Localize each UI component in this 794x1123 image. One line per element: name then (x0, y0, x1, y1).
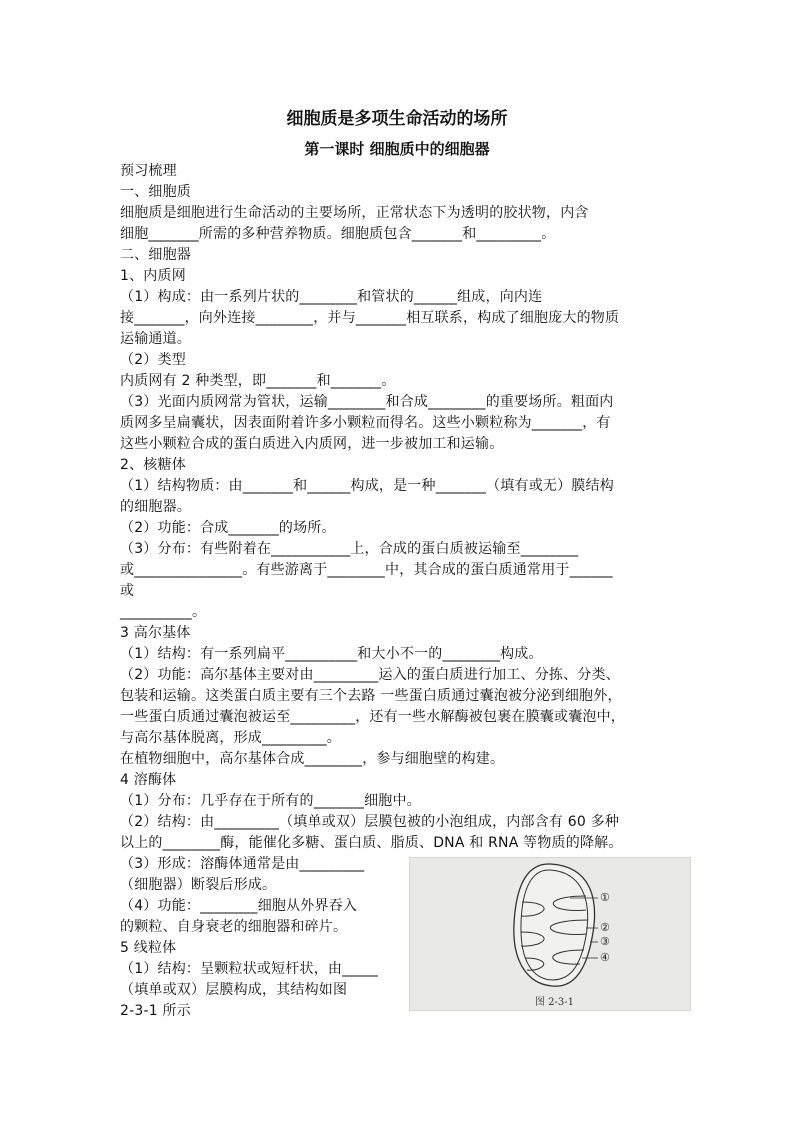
text-line: 接_______，向外连接________，并与_______相互联系，构成了细胞庞大的物质 (120, 310, 620, 326)
text-line: （3）分布：有些附着在___________上，合成的蛋白质被运输至________ (120, 541, 579, 557)
text-line: （1）结构：呈颗粒状或短杆状，由_____ (120, 961, 379, 977)
text-line: 以上的________酶，能催化多糖、蛋白质、脂质、DNA 和 RNA 等物质的降解。 (120, 835, 623, 851)
text-line: 1、内质网 (120, 268, 186, 284)
text-line: 运输通道。 (120, 331, 191, 347)
text-line: 或 (120, 583, 135, 599)
text-line: 一、细胞质 (120, 184, 191, 200)
text-line: 2-3-1 所示 (120, 1003, 191, 1019)
text-line: 5 线粒体 (120, 940, 177, 956)
outer-membrane (514, 864, 595, 986)
mitochondrion-diagram (410, 858, 690, 1010)
page-title: 细胞质是多项生命活动的场所 (286, 109, 508, 129)
text-line: （1）构成：由一系列片状的________和管状的______组成，向内连 (120, 289, 543, 305)
text-line: 在植物细胞中，高尔基体合成________，参与细胞壁的构建。 (120, 751, 505, 767)
text-line: 质网多呈扁囊状，因表面附着许多小颗粒而得名。这些小颗粒称为_______，有 (120, 415, 611, 431)
text-line: __________。 (120, 604, 207, 620)
text-line: 的细胞器。 (120, 499, 191, 515)
figure-label-3: ③ (600, 935, 610, 948)
text-line: 与高尔基体脱离，形成_________。 (120, 730, 341, 746)
figure-label-1: ① (600, 891, 610, 904)
figure-label-4: ④ (600, 951, 610, 964)
text-line: 内质网有 2 种类型，即_______和_______。 (120, 373, 396, 389)
text-line: 这些小颗粒合成的蛋白质进入内质网，进一步被加工和运输。 (120, 436, 504, 452)
text-line: （2）类型 (120, 352, 186, 368)
text-line: 一些蛋白质通过囊泡被运至_________，还有一些水解酶被包裹在膜囊或囊泡中， (120, 709, 625, 725)
text-line: 或_______________。有些游离于________中，其合成的蛋白质通常用于______ (120, 562, 613, 578)
text-line: （4）功能：________细胞从外界吞入 (120, 898, 358, 914)
mitochondrion-figure (409, 857, 691, 1011)
text-line: 预习梳理 (120, 163, 177, 179)
text-line: （2）结构：由_________（填单或双）层膜包被的小泡组成，内部含有 60 多种 (120, 814, 620, 830)
page-subtitle: 第一课时 细胞质中的细胞器 (304, 140, 490, 158)
text-line: （3）形成：溶酶体通常是由_________ (120, 856, 365, 872)
text-line: （2）功能：合成_______的场所。 (120, 520, 336, 536)
text-line: 2、核糖体 (120, 457, 186, 473)
text-line: 4 溶酶体 (120, 772, 177, 788)
text-line: 二、细胞器 (120, 247, 191, 263)
figure-caption: 图 2-3-1 (535, 997, 575, 1008)
text-line: （2）功能：高尔基体主要对由_________运入的蛋白质进行加工、分拣、分类、 (120, 667, 620, 683)
text-line: 包装和运输。这类蛋白质主要有三个去路 一些蛋白质通过囊泡被分泌到细胞外， (120, 688, 622, 704)
text-line: （1）结构物质：由_______和______构成，是一种_______（填有或无）膜结构 (120, 478, 614, 494)
text-line: （1）分布：几乎存在于所有的_______细胞中。 (120, 793, 421, 809)
text-line: 细胞_______所需的多种营养物质。细胞质包含_______和_________。 (120, 226, 556, 242)
text-line: 细胞质是细胞进行生命活动的主要场所，正常状态下为透明的胶状物，内含 (120, 205, 589, 221)
text-line: 3 高尔基体 (120, 625, 191, 641)
text-line: （1）结构：有一系列扁平__________和大小不一的________构成。 (120, 646, 543, 662)
text-line: （填单或双）层膜构成，其结构如图 (120, 982, 348, 998)
text-line: （3）光面内质网常为管状，运输________和合成________的重要场所。粗面内 (120, 394, 614, 410)
text-line: （细胞器）断裂后形成。 (120, 877, 277, 893)
figure-label-2: ② (600, 921, 610, 934)
text-line: 的颗粒、自身衰老的细胞器和碎片。 (120, 919, 348, 935)
